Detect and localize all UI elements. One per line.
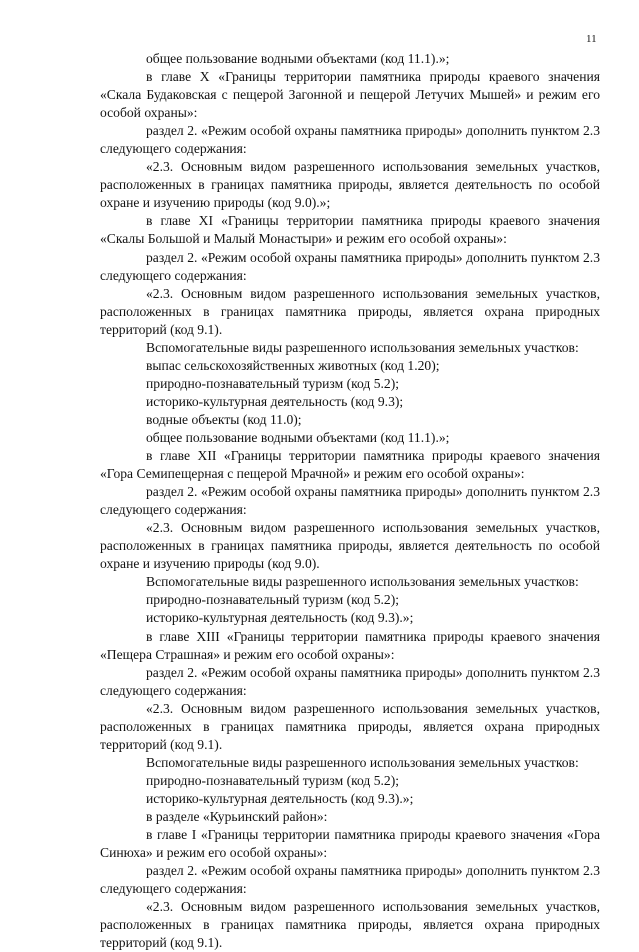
document-body xyxy=(100,50,600,952)
paragraph: «2.3. Основным видом разрешенного использования земельных участков, расположенных в границах памятника природы, является охрана природных территорий (код 9.1). xyxy=(100,285,600,337)
paragraph: историко-культурная деятельность (код 9.3).»; xyxy=(146,610,414,626)
paragraph: раздел 2. «Режим особой охраны памятника природы» дополнить пунктом 2.3 следующего содержания: xyxy=(100,664,600,698)
paragraph: Вспомогательные виды разрешенного использования земельных участков: xyxy=(146,339,579,355)
paragraph: в главе I «Границы территории памятника природы краевого значения «Гора Синюха» и режим его особой охраны»: xyxy=(100,827,600,861)
paragraph: Вспомогательные виды разрешенного использования земельных участков: xyxy=(146,574,579,590)
paragraph: водные объекты (код 11.0); xyxy=(146,411,302,427)
paragraph: в разделе «Курьинский район»: xyxy=(146,808,328,824)
paragraph: раздел 2. «Режим особой охраны памятника природы» дополнить пунктом 2.3 следующего содержания: xyxy=(100,249,600,283)
paragraph: в главе XI «Границы территории памятника природы краевого значения «Скалы Большой и Малый Монастыри» и режим его особой охраны»: xyxy=(100,213,600,247)
paragraph: раздел 2. «Режим особой охраны памятника природы» дополнить пунктом 2.3 следующего содержания: xyxy=(100,484,600,518)
page-number: 11 xyxy=(586,33,597,45)
paragraph: выпас сельскохозяйственных животных (код 1.20); xyxy=(146,357,440,373)
paragraph: общее пользование водными объектами (код 11.1).»; xyxy=(146,51,450,66)
paragraph: природно-познавательный туризм (код 5.2); xyxy=(146,375,400,391)
paragraph: «2.3. Основным видом разрешенного использования земельных участков, расположенных в границах памятника природы, является деятельность по особой охране и изучению природы (код 9.0).»; xyxy=(100,159,600,211)
paragraph: природно-познавательный туризм (код 5.2); xyxy=(146,772,400,788)
paragraph: историко-культурная деятельность (код 9.3).»; xyxy=(146,790,414,806)
paragraph: раздел 2. «Режим особой охраны памятника природы» дополнить пунктом 2.3 следующего содержания: xyxy=(100,863,600,897)
paragraph: раздел 2. «Режим особой охраны памятника природы» дополнить пунктом 2.3 следующего содержания: xyxy=(100,123,600,157)
paragraph: общее пользование водными объектами (код 11.1).»; xyxy=(146,429,450,445)
paragraph: историко-культурная деятельность (код 9.3); xyxy=(146,393,404,409)
paragraph: «2.3. Основным видом разрешенного использования земельных участков, расположенных в границах памятника природы, является деятельность по особой охране и изучению природы (код 9.0). xyxy=(100,520,600,572)
paragraph: «2.3. Основным видом разрешенного использования земельных участков, расположенных в границах памятника природы, является охрана природных территорий (код 9.1). xyxy=(100,700,600,752)
paragraph: в главе XII «Границы территории памятника природы краевого значения «Гора Семипещерная с пещерой Мрачной» и режим его особой охраны»: xyxy=(100,448,600,482)
paragraph: природно-познавательный туризм (код 5.2); xyxy=(146,592,400,608)
paragraph: в главе X «Границы территории памятника природы краевого значения «Скала Будаковская с пещерой Загонной и пещерой Летучих Мышей» и режим его особой охраны»: xyxy=(100,69,600,121)
paragraph: Вспомогательные виды разрешенного использования земельных участков: xyxy=(146,754,579,770)
paragraph: «2.3. Основным видом разрешенного использования земельных участков, расположенных в границах памятника природы, является охрана природных территорий (код 9.1). xyxy=(100,899,600,951)
paragraph: в главе XIII «Границы территории памятника природы краевого значения «Пещера Страшная» и режим его особой охраны»: xyxy=(100,628,600,662)
